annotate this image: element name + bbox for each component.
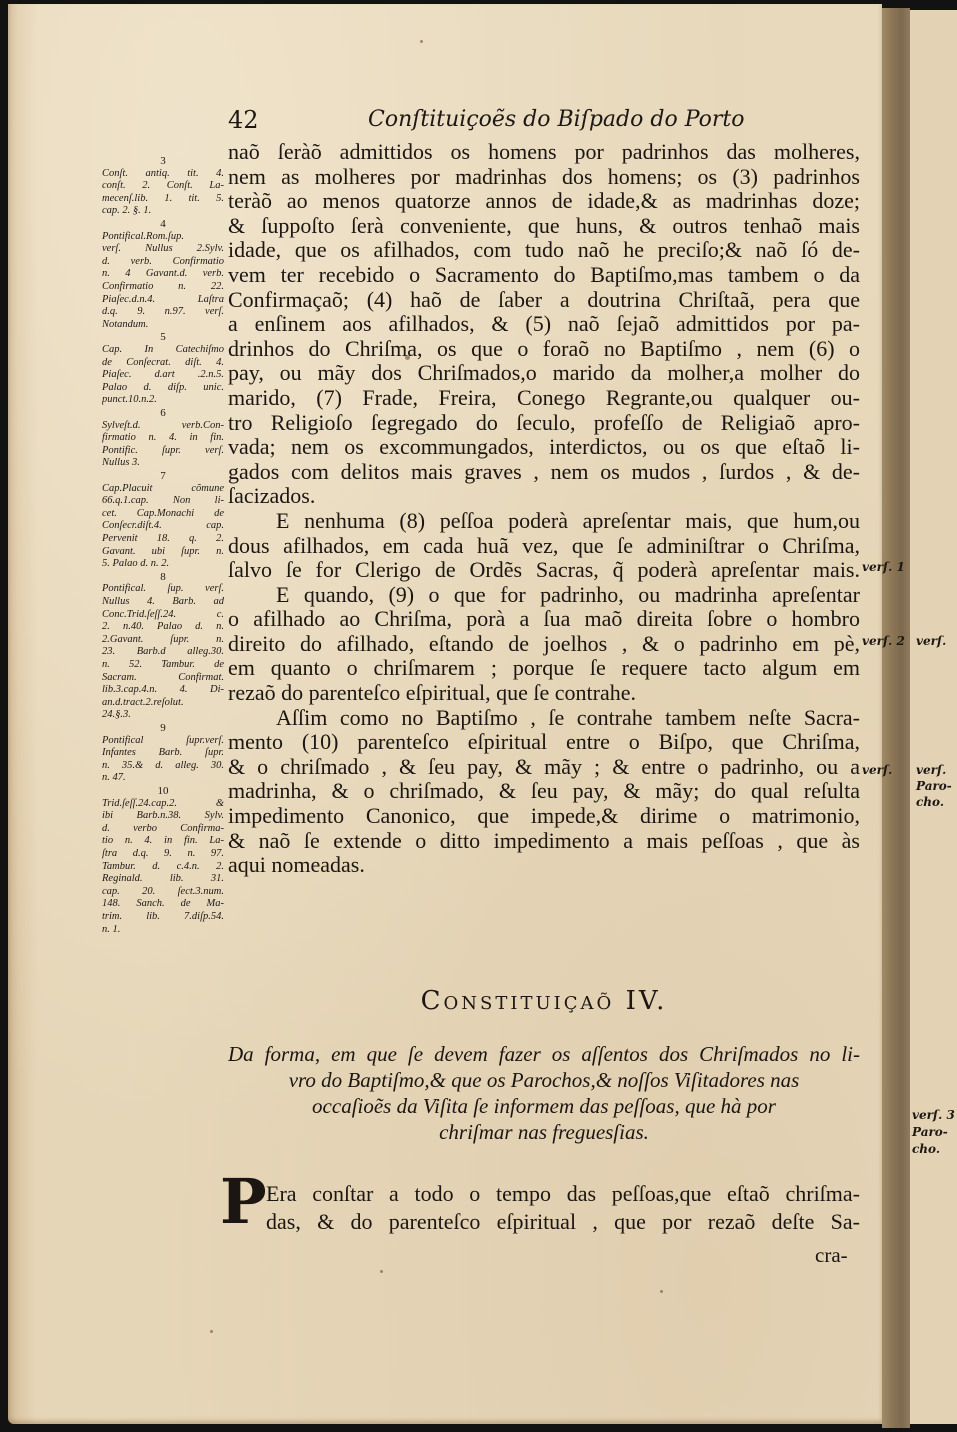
note-line: Conſt. antiq. tit. 4. <box>102 167 224 179</box>
text-line: E nenhuma (8) peſſoa poderà apreſentar mais, que hum,ou <box>276 508 860 533</box>
note-line: Cap.Placuit cõmune <box>102 482 224 494</box>
text-line: nem as molheres por madrinhas dos homens; os (3) padrinhos <box>228 164 860 189</box>
note-line: Tambur. d. c.4.n. 2. <box>102 860 224 872</box>
note-line: Palao d. diſp. unic. <box>102 381 224 393</box>
text-line: idade, que os afilhados, com tudo naõ he preciſo;& naõ ſó de- <box>228 238 860 263</box>
note-line: 23. Barb.d alleg.30. <box>102 646 224 658</box>
paper-speck <box>380 1270 383 1273</box>
summary-line: chriſmar nas freguesſias. <box>439 1120 649 1144</box>
text-line: Confirmaçaõ; (4) haõ de ſaber a doutrina Chriſtaã, pera que <box>228 287 860 312</box>
text-line: das, & do parenteſco eſpiritual , que por rezaõ deſte Sa- <box>266 1209 860 1234</box>
note-line: Cap. In Catechiſmo <box>102 344 224 355</box>
text-line: o afilhado ao Chriſma, porà a ſua maõ direita ſobre o hombro <box>228 607 860 632</box>
text-line: ſalvo ſe for Clerigo de Ordẽs Sacras, q̃ poderà apreſentar mais. <box>228 558 860 583</box>
note-line: d. verb. Confirmatio <box>102 255 224 267</box>
note-line: verſ. Nullus 2.Sylv. <box>102 243 224 255</box>
note-number: 4 <box>160 218 166 230</box>
drop-cap: P <box>220 1165 267 1238</box>
paper-speck <box>660 1290 663 1293</box>
verse-mark: verſ. 1 <box>862 560 905 574</box>
note-line: an.d.tract.2.reſolut. <box>102 696 184 708</box>
text-line: drinhos do Chriſma, os que o foraõ no Baptiſmo , nem (6) o <box>228 336 860 361</box>
note-line: Sylveſt.d. verb.Con- <box>102 419 224 431</box>
note-line: Pervenit 18. q. 2. <box>102 533 224 544</box>
note-line: mecenſ.lib. 1. tit. 5. <box>102 192 224 204</box>
note-line: cap. 2. §. 1. <box>102 205 152 217</box>
summary-line: Da forma, em que ſe devem fazer os aſſentos dos Chriſmados no li- <box>228 1042 860 1066</box>
binding-gutter <box>882 8 910 1428</box>
text-line: & naõ ſe extende o ditto impedimento a mais peſſoas , que às <box>228 828 860 853</box>
note-line: d. verbo Confirma- <box>102 822 224 834</box>
text-line: madrinha, & o chriſmado, & ſeu pay, & mãy; do qual reſulta <box>228 779 860 804</box>
facing-verse-mark: verſ. 3 <box>912 1108 955 1122</box>
note-line: 24.§.3. <box>102 709 131 721</box>
note-line: de Conſecrat. diſt. 4. <box>102 356 224 368</box>
text-line: marido, (7) Frade, Freira, Conego Regrante,ou qualquer ou- <box>228 385 860 410</box>
text-line: pay, ou mãy dos Chriſmados,o marido da molher,a molher do <box>228 361 860 386</box>
note-line: Nullus 3. <box>102 457 140 469</box>
note-line: Pontific. ſupr. verſ. <box>102 444 224 456</box>
section-heading: Constituiçaõ IV. <box>420 986 668 1016</box>
running-head <box>228 105 858 139</box>
running-title: Conſtituiçoẽs do Biſpado do Porto <box>368 107 745 132</box>
note-line: Nullus 4. Barb. ad <box>102 596 224 607</box>
note-line: d.q. 9. n.97. verſ. <box>102 306 224 318</box>
text-line: E quando, (9) o que for padrinho, ou madrinha apreſentar <box>276 582 860 607</box>
text-line: vada; nem os excommungados, interdictos, ou os que eſtaõ li- <box>228 435 860 460</box>
text-line: dous afilhados, em cada huã vez, que ſe adminiſtrar o Chriſma, <box>228 533 860 558</box>
summary-line: occaſioẽs da Viſita ſe informem das peſſoas, que hà por <box>312 1094 776 1118</box>
section-summary <box>228 1041 860 1145</box>
margin-notes <box>102 0 224 1432</box>
text-line: Aſſim como no Baptiſmo , ſe contrahe tambem neſte Sacra- <box>276 705 860 730</box>
note-line: firmatio n. 4. in fin. <box>102 432 224 444</box>
note-line: 66.q.1.cap. Non li- <box>102 495 224 507</box>
note-line: tio n. 4. in fin. La- <box>102 835 224 847</box>
catchword: cra- <box>815 1243 848 1267</box>
note-number: 10 <box>157 785 169 797</box>
note-line: cet. Cap.Monachi de <box>102 507 224 519</box>
note-line: Pontifical ſupr.verſ. <box>102 734 224 746</box>
text-line: aqui nomeadas. <box>228 853 365 878</box>
note-line: Trid.ſeſſ.24.cap.2. & <box>102 797 224 809</box>
note-number: 5 <box>160 331 166 344</box>
paper-speck <box>420 40 423 43</box>
facing-margin-word: Paro- <box>912 1125 948 1139</box>
verse-mark: verſ. 2 <box>862 634 905 648</box>
note-line: Reginald. lib. 31. <box>102 873 224 885</box>
note-line: Conc.Trid.ſeſſ.24. c. <box>102 608 224 620</box>
note-number: 7 <box>160 470 166 482</box>
note-line: trim. lib. 7.diſp.54. <box>102 911 224 922</box>
text-line: impedimento Canonico, que impede,& dirime o matrimonio, <box>228 804 860 829</box>
note-number: 9 <box>160 722 166 734</box>
text-line: vem ter recebido o Sacramento do Baptiſmo,mas tambem o da <box>228 262 860 287</box>
note-line: Pontifical.Rom.ſup. <box>102 230 184 242</box>
note-line: Infantes Barb. ſupr. <box>102 747 224 759</box>
text-line: direito do afilhado, eſtando de joelhos , & o padrinho em pè, <box>228 631 860 656</box>
text-line: a enſinem aos afilhados, & (5) naõ ſejaõ admittidos por pa- <box>228 312 860 337</box>
text-line: rezaõ do parenteſco eſpiritual, que ſe contrahe. <box>228 681 637 706</box>
note-line: ſtra d.q. 9. n. 97. <box>102 848 224 859</box>
note-line: Conſecr.diſt.4. cap. <box>102 520 224 532</box>
note-line: ibi Barb.n.38. Sylv. <box>102 810 224 822</box>
summary-line: vro do Baptiſmo,& que os Parochos,& noſſos Viſitadores nas <box>288 1068 800 1092</box>
note-line: 2.Gavant. ſupr. n. <box>102 633 224 645</box>
text-line: ſacizados. <box>228 484 316 509</box>
text-line: tro Religioſo ſegregado do ſeculo, profeſſo de Religiaõ apro- <box>228 410 860 435</box>
section-opening-text <box>266 1180 860 1236</box>
facing-page-edge <box>910 10 957 1424</box>
text-line: gados com delitos mais graves , nem os mudos , ſurdos , & de- <box>228 459 860 484</box>
note-line: Notandum. <box>102 318 149 330</box>
facing-verse-mark: verſ. <box>916 634 947 648</box>
note-line: Pontifical. ſup. verſ. <box>102 583 224 595</box>
note-number: 3 <box>160 155 166 167</box>
text-line: mento (10) parenteſco eſpiritual entre o Biſpo, que Chriſma, <box>228 730 860 755</box>
facing-margin-word: Paro- <box>916 779 952 793</box>
note-line: lib.3.cap.4.n. 4. Di- <box>102 684 224 696</box>
note-line: n. 52. Tambur. de <box>102 659 224 670</box>
text-line: & o chriſmado , & ſeu pay, & mãy ; & entre o padrinho, ou a <box>228 754 860 779</box>
text-line: em quanto o chriſmarem ; porque ſe requere tacto algum em <box>228 656 860 681</box>
main-text <box>228 140 860 878</box>
note-number: 6 <box>160 407 166 419</box>
text-line: & ſuppoſto ſerà conveniente, que huns, & outros tenhaõ mais <box>228 213 860 238</box>
note-number: 8 <box>160 570 166 583</box>
facing-margin-word: cho. <box>912 1142 941 1156</box>
text-line: teràõ ao menos quatorze annos de idade,& as madrinhas doze; <box>228 189 860 214</box>
page-number: 42 <box>228 106 259 134</box>
verse-mark: verſ. <box>862 763 893 777</box>
note-line: 2. n.40. Palao d. n. <box>102 621 224 633</box>
note-line: n. 35.& d. alleg. 30. <box>102 759 224 771</box>
note-line: Sacram. Confirmat. <box>102 671 224 683</box>
note-line: n. 1. <box>102 923 121 935</box>
note-line: n. 47. <box>102 772 126 784</box>
note-line: Gavant. ubi ſupr. n. <box>102 545 224 557</box>
text-line: naõ ſeràõ admittidos os homens por padrinhos das molheres, <box>228 140 860 164</box>
note-line: 148. Sanch. de Ma- <box>102 898 224 910</box>
note-line: Piaſec.d.n.4. Laſtra <box>102 293 224 305</box>
note-line: cap. 20. ſect.3.num. <box>102 885 224 897</box>
facing-verse-mark: verſ. <box>916 763 947 777</box>
note-line: 5. Palao d. n. 2. <box>102 558 170 570</box>
note-line: punct.10.n.2. <box>102 394 157 406</box>
text-line: Era conſtar a todo o tempo das peſſoas,que eſtaõ chriſma- <box>266 1181 860 1206</box>
note-line: Piaſec. d.art .2.n.5. <box>102 369 224 381</box>
facing-margin-word: cho. <box>916 795 945 809</box>
note-line: conſt. 2. Conſt. La- <box>102 180 224 192</box>
note-line: Confirmatio n. 22. <box>102 281 224 292</box>
note-line: n. 4 Gavant.d. verb. <box>102 268 224 280</box>
